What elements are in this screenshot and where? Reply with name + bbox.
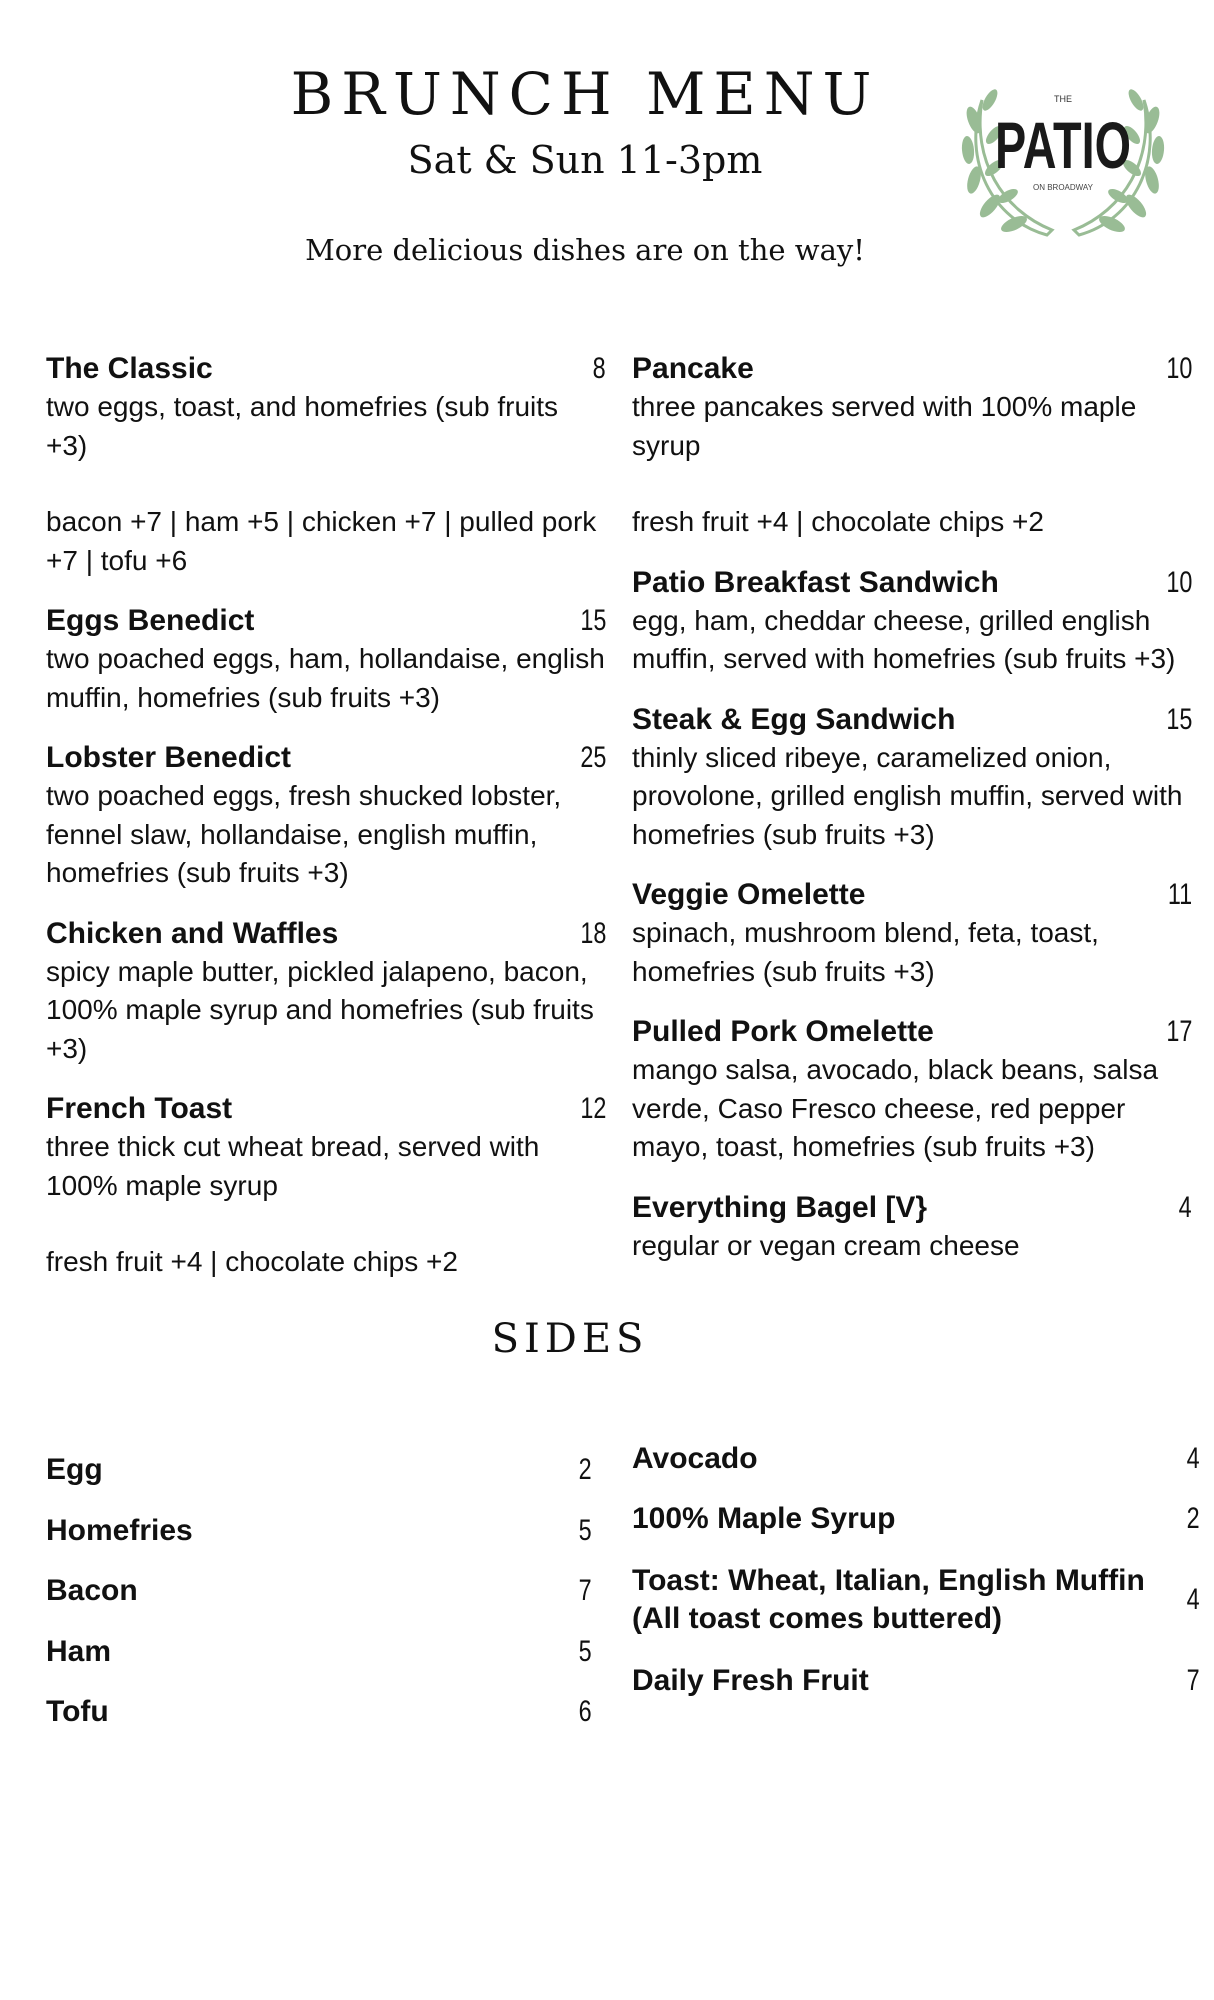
menu-title: BRUNCH MENU xyxy=(290,60,880,128)
side-price: 5 xyxy=(578,1634,592,1668)
side-name: Homefries xyxy=(46,1513,193,1547)
item-price: 12 xyxy=(579,1092,606,1125)
menu-hours: Sat & Sun 11-3pm xyxy=(407,138,763,182)
menu-item xyxy=(46,1090,606,1282)
side-price: 4 xyxy=(1186,1442,1200,1475)
item-description: mango salsa, avocado, black beans, salsa verde, Caso Fresco cheese, red pepper mayo, toast, homefries (sub fruits +3) xyxy=(632,1054,1159,1162)
side-name: Egg xyxy=(46,1453,103,1487)
side-name: Ham xyxy=(46,1634,112,1668)
sides-column-right xyxy=(632,1442,1200,1724)
side-item xyxy=(632,1502,1200,1536)
item-name: Pancake xyxy=(632,352,754,385)
item-name: Veggie Omelette xyxy=(632,878,866,911)
side-name: Bacon xyxy=(46,1574,138,1608)
side-item xyxy=(632,1442,1200,1476)
item-price: 10 xyxy=(1165,565,1192,599)
item-price: 15 xyxy=(579,604,606,637)
menu-item xyxy=(46,739,606,893)
side-item xyxy=(46,1440,592,1501)
menu-item xyxy=(46,350,606,580)
item-addons: fresh fruit +4 | chocolate chips +2 xyxy=(632,506,1044,537)
item-name: The Classic xyxy=(46,352,213,385)
item-price: 18 xyxy=(579,916,606,950)
side-price: 7 xyxy=(578,1574,592,1608)
item-description: spicy maple butter, pickled jalapeno, bacon, 100% maple syrup and homefries (sub fruits +3) xyxy=(46,955,594,1064)
side-item xyxy=(632,1562,1200,1638)
side-price: 2 xyxy=(578,1453,592,1487)
item-name: Patio Breakfast Sandwich xyxy=(632,565,999,599)
side-item xyxy=(46,1501,592,1562)
sides-heading: SIDES xyxy=(491,1316,649,1362)
side-item xyxy=(46,1682,592,1743)
item-description: two poached eggs, ham, hollandaise, english muffin, homefries (sub fruits +3) xyxy=(46,643,605,713)
menu-item xyxy=(46,915,606,1069)
item-price: 15 xyxy=(1165,702,1192,736)
menu-column-right xyxy=(632,350,1192,1287)
item-description: egg, ham, cheddar cheese, grilled english muffin, served with homefries (sub fruits +3) xyxy=(632,604,1176,674)
item-addons: bacon +7 | ham +5 | chicken +7 | pulled pork +7 | tofu +6 xyxy=(46,506,597,576)
item-description: three pancakes served with 100% maple syrup xyxy=(632,391,1137,461)
menu-item xyxy=(632,1013,1192,1167)
item-description: two poached eggs, fresh shucked lobster, fennel slaw, hollandaise, english muffin, homefries (sub fruits +3) xyxy=(46,780,562,888)
item-name: Everything Bagel [V} xyxy=(632,1190,928,1224)
menu-item xyxy=(632,876,1192,991)
side-price: 5 xyxy=(578,1513,592,1547)
item-name: Lobster Benedict xyxy=(46,741,292,774)
menu-item xyxy=(46,602,606,717)
patio-logo xyxy=(952,40,1174,252)
logo-name: PATIO xyxy=(995,108,1131,182)
item-name: Chicken and Waffles xyxy=(46,916,339,950)
item-price: 8 xyxy=(592,352,606,385)
side-price: 6 xyxy=(578,1695,592,1729)
item-addons: fresh fruit +4 | chocolate chips +2 xyxy=(46,1246,458,1277)
side-item xyxy=(46,1561,592,1622)
menu-item xyxy=(632,701,1192,855)
item-description: spinach, mushroom blend, feta, toast, homefries (sub fruits +3) xyxy=(632,917,1099,987)
item-name: Pulled Pork Omelette xyxy=(632,1015,934,1048)
side-price: 7 xyxy=(1186,1664,1200,1697)
item-price: 17 xyxy=(1165,1015,1192,1048)
item-description: two eggs, toast, and homefries (sub fruits +3) xyxy=(46,391,559,461)
side-name: Tofu xyxy=(46,1695,109,1729)
item-price: 25 xyxy=(579,741,606,774)
side-name: 100% Maple Syrup xyxy=(632,1502,896,1535)
side-name: Daily Fresh Fruit xyxy=(632,1664,869,1697)
sides-column-left xyxy=(46,1440,592,1743)
side-price: 4 xyxy=(1186,1583,1200,1616)
logo-subtitle: ON BROADWAY xyxy=(1032,183,1094,192)
menu-item xyxy=(632,564,1192,679)
logo-small-top: THE xyxy=(1054,94,1072,104)
item-description: thinly sliced ribeye, caramelized onion, provolone, grilled english muffin, served with homefries (sub fruits +3) xyxy=(632,741,1183,850)
item-name: Eggs Benedict xyxy=(46,604,255,637)
side-name: Toast: Wheat, Italian, English Muffin (All toast comes buttered) xyxy=(632,1564,1145,1635)
item-price: 11 xyxy=(1167,878,1192,911)
menu-column-left xyxy=(46,350,606,1304)
side-item xyxy=(46,1622,592,1683)
item-name: Steak & Egg Sandwich xyxy=(632,702,956,736)
side-name: Avocado xyxy=(632,1442,758,1475)
side-item xyxy=(632,1664,1200,1698)
item-description: regular or vegan cream cheese xyxy=(632,1229,1020,1261)
item-description: three thick cut wheat bread, served with 100% maple syrup xyxy=(46,1131,540,1201)
side-price: 2 xyxy=(1186,1502,1200,1535)
menu-item xyxy=(632,350,1192,542)
menu-item xyxy=(632,1189,1192,1266)
menu-tagline: More delicious dishes are on the way! xyxy=(305,233,865,267)
item-name: French Toast xyxy=(46,1092,233,1125)
item-price: 10 xyxy=(1165,352,1192,385)
item-price: 4 xyxy=(1178,1190,1192,1224)
